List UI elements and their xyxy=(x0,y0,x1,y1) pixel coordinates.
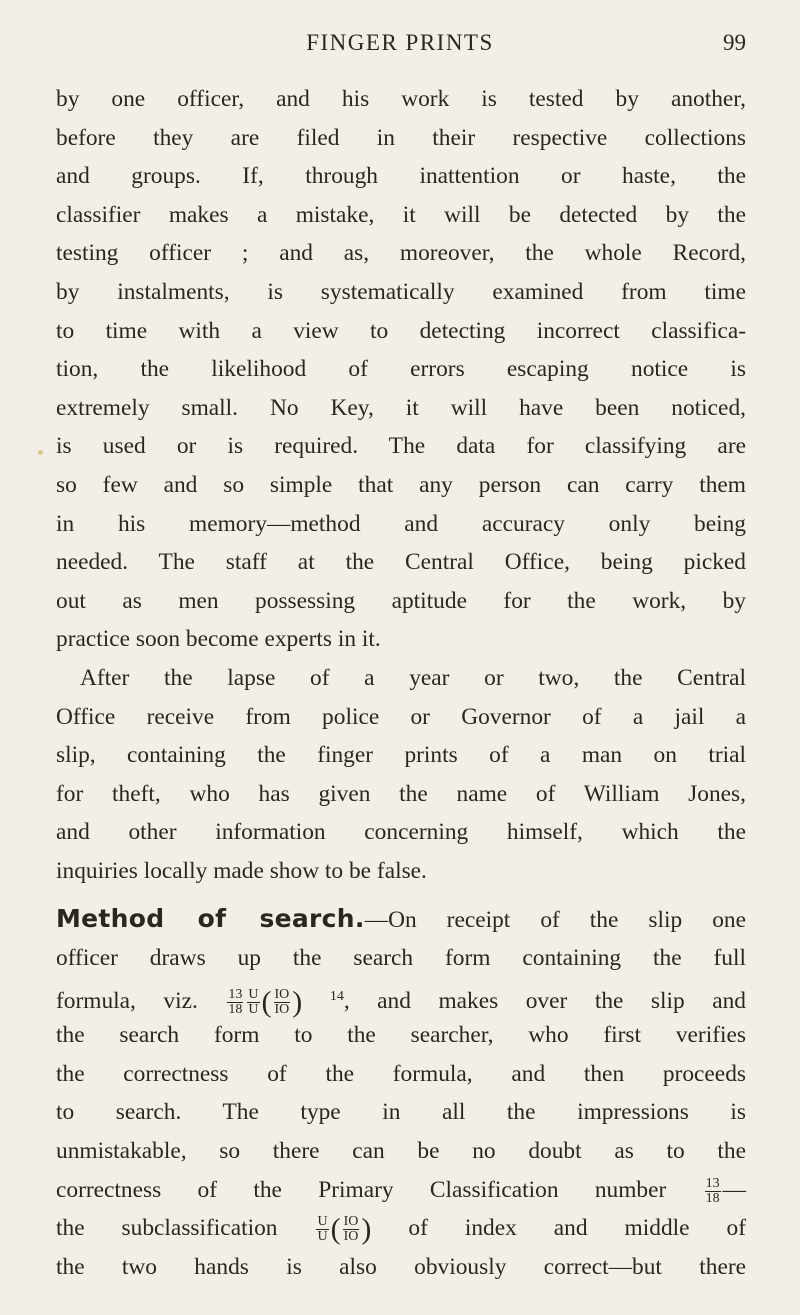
text-line: the search form to the searcher, who first verifies xyxy=(56,1022,746,1049)
text-line: to search. The type in all the impressions is xyxy=(56,1099,746,1126)
text-line: so few and so simple that any person can carry them xyxy=(56,471,746,498)
text-line: in his memory—method and accuracy only being xyxy=(56,510,746,537)
io-fraction xyxy=(343,1215,360,1244)
text-line: testing officer ; and as, moreover, the whole Record, xyxy=(56,240,746,267)
open-paren: ( xyxy=(261,985,272,1019)
text-line: classifier makes a mistake, it will be detected by the xyxy=(56,201,746,228)
text-line: and groups. If, through inattention or haste, the xyxy=(56,163,746,190)
u-fraction xyxy=(247,988,259,1017)
io-fraction xyxy=(274,988,291,1017)
primary-number-fraction xyxy=(705,1177,721,1206)
fraction-denominator: U xyxy=(317,1229,328,1245)
fraction-numerator: IO xyxy=(274,986,290,1002)
text-line: slip, containing the finger prints of a man on trial xyxy=(56,742,746,769)
margin-speck xyxy=(38,450,43,455)
text-fragment: of index and middle of xyxy=(408,1215,746,1242)
text-line: to time with a view to detecting incorrect classifica- xyxy=(56,317,746,344)
text-line: by instalments, is systematically examined from time xyxy=(56,278,746,305)
fraction-numerator: U xyxy=(317,1214,328,1230)
formula-superscript: 14 xyxy=(329,988,344,1004)
u-fraction xyxy=(316,1215,328,1244)
fraction-denominator: 18 xyxy=(228,1001,243,1017)
fraction-numerator: U xyxy=(248,986,259,1002)
text-line: Office receive from police or Governor of a jail a xyxy=(56,703,746,730)
text-line: is used or is required. The data for classifying are xyxy=(56,433,746,460)
section-heading: Method of search. xyxy=(56,904,365,934)
text-line: officer draws up the search form containing the full xyxy=(56,945,746,972)
text-line: needed. The staff at the Central Office, being picked xyxy=(56,549,746,576)
fraction-denominator: IO xyxy=(343,1229,359,1245)
close-paren: ) xyxy=(292,985,303,1019)
text-fragment: correctness of the Primary Classification number xyxy=(56,1176,667,1203)
text-fragment: —On receipt of the slip one xyxy=(364,907,746,934)
text-line: inquiries locally made show to be false. xyxy=(56,857,427,884)
text-fragment: , and makes over the slip and xyxy=(343,987,747,1014)
open-paren: ( xyxy=(330,1212,341,1246)
method-line-1 xyxy=(56,900,746,939)
close-paren: ) xyxy=(361,1212,372,1246)
text-line: out as men possessing aptitude for the work, by xyxy=(56,587,746,614)
text-line: practice soon become experts in it. xyxy=(56,626,381,653)
text-line: extremely small. No Key, it will have been noticed, xyxy=(56,394,746,421)
running-head xyxy=(0,24,800,64)
text-line: by one officer, and his work is tested by another, xyxy=(56,86,746,112)
fraction-denominator: U xyxy=(248,1001,259,1017)
text-line: tion, the likelihood of errors escaping notice is xyxy=(56,356,746,383)
primary-fraction xyxy=(227,988,243,1017)
page-number: 99 xyxy=(723,30,746,55)
text-fragment: the subclassification xyxy=(56,1215,278,1242)
text-fragment: formula, viz. xyxy=(56,987,198,1014)
text-line: unmistakable, so there can be no doubt as to the xyxy=(56,1138,746,1165)
text-line: the two hands is also obviously correct—but there xyxy=(56,1253,746,1280)
fraction-numerator: IO xyxy=(343,1214,359,1230)
body-text xyxy=(56,80,746,1286)
fraction-denominator: IO xyxy=(274,1001,290,1017)
text-line: before they are filed in their respective collections xyxy=(56,124,746,151)
fraction-denominator: 18 xyxy=(705,1190,720,1206)
text-line: After the lapse of a year or two, the Central xyxy=(80,664,746,691)
formula-line xyxy=(56,978,746,1017)
fraction-numerator: 13 xyxy=(705,1175,720,1191)
formula-line xyxy=(56,1209,746,1248)
fraction-numerator: 13 xyxy=(228,986,243,1002)
running-title: FINGER PRINTS xyxy=(306,30,494,55)
formula-line: correctness of the Primary Classification number $\frac{13}{18}$ — xyxy=(56,1175,746,1206)
text-line: and other information concerning himself, which the xyxy=(56,819,746,846)
text-line: the correctness of the formula, and then proceeds xyxy=(56,1060,746,1087)
text-line: for theft, who has given the name of William Jones, xyxy=(56,780,746,807)
